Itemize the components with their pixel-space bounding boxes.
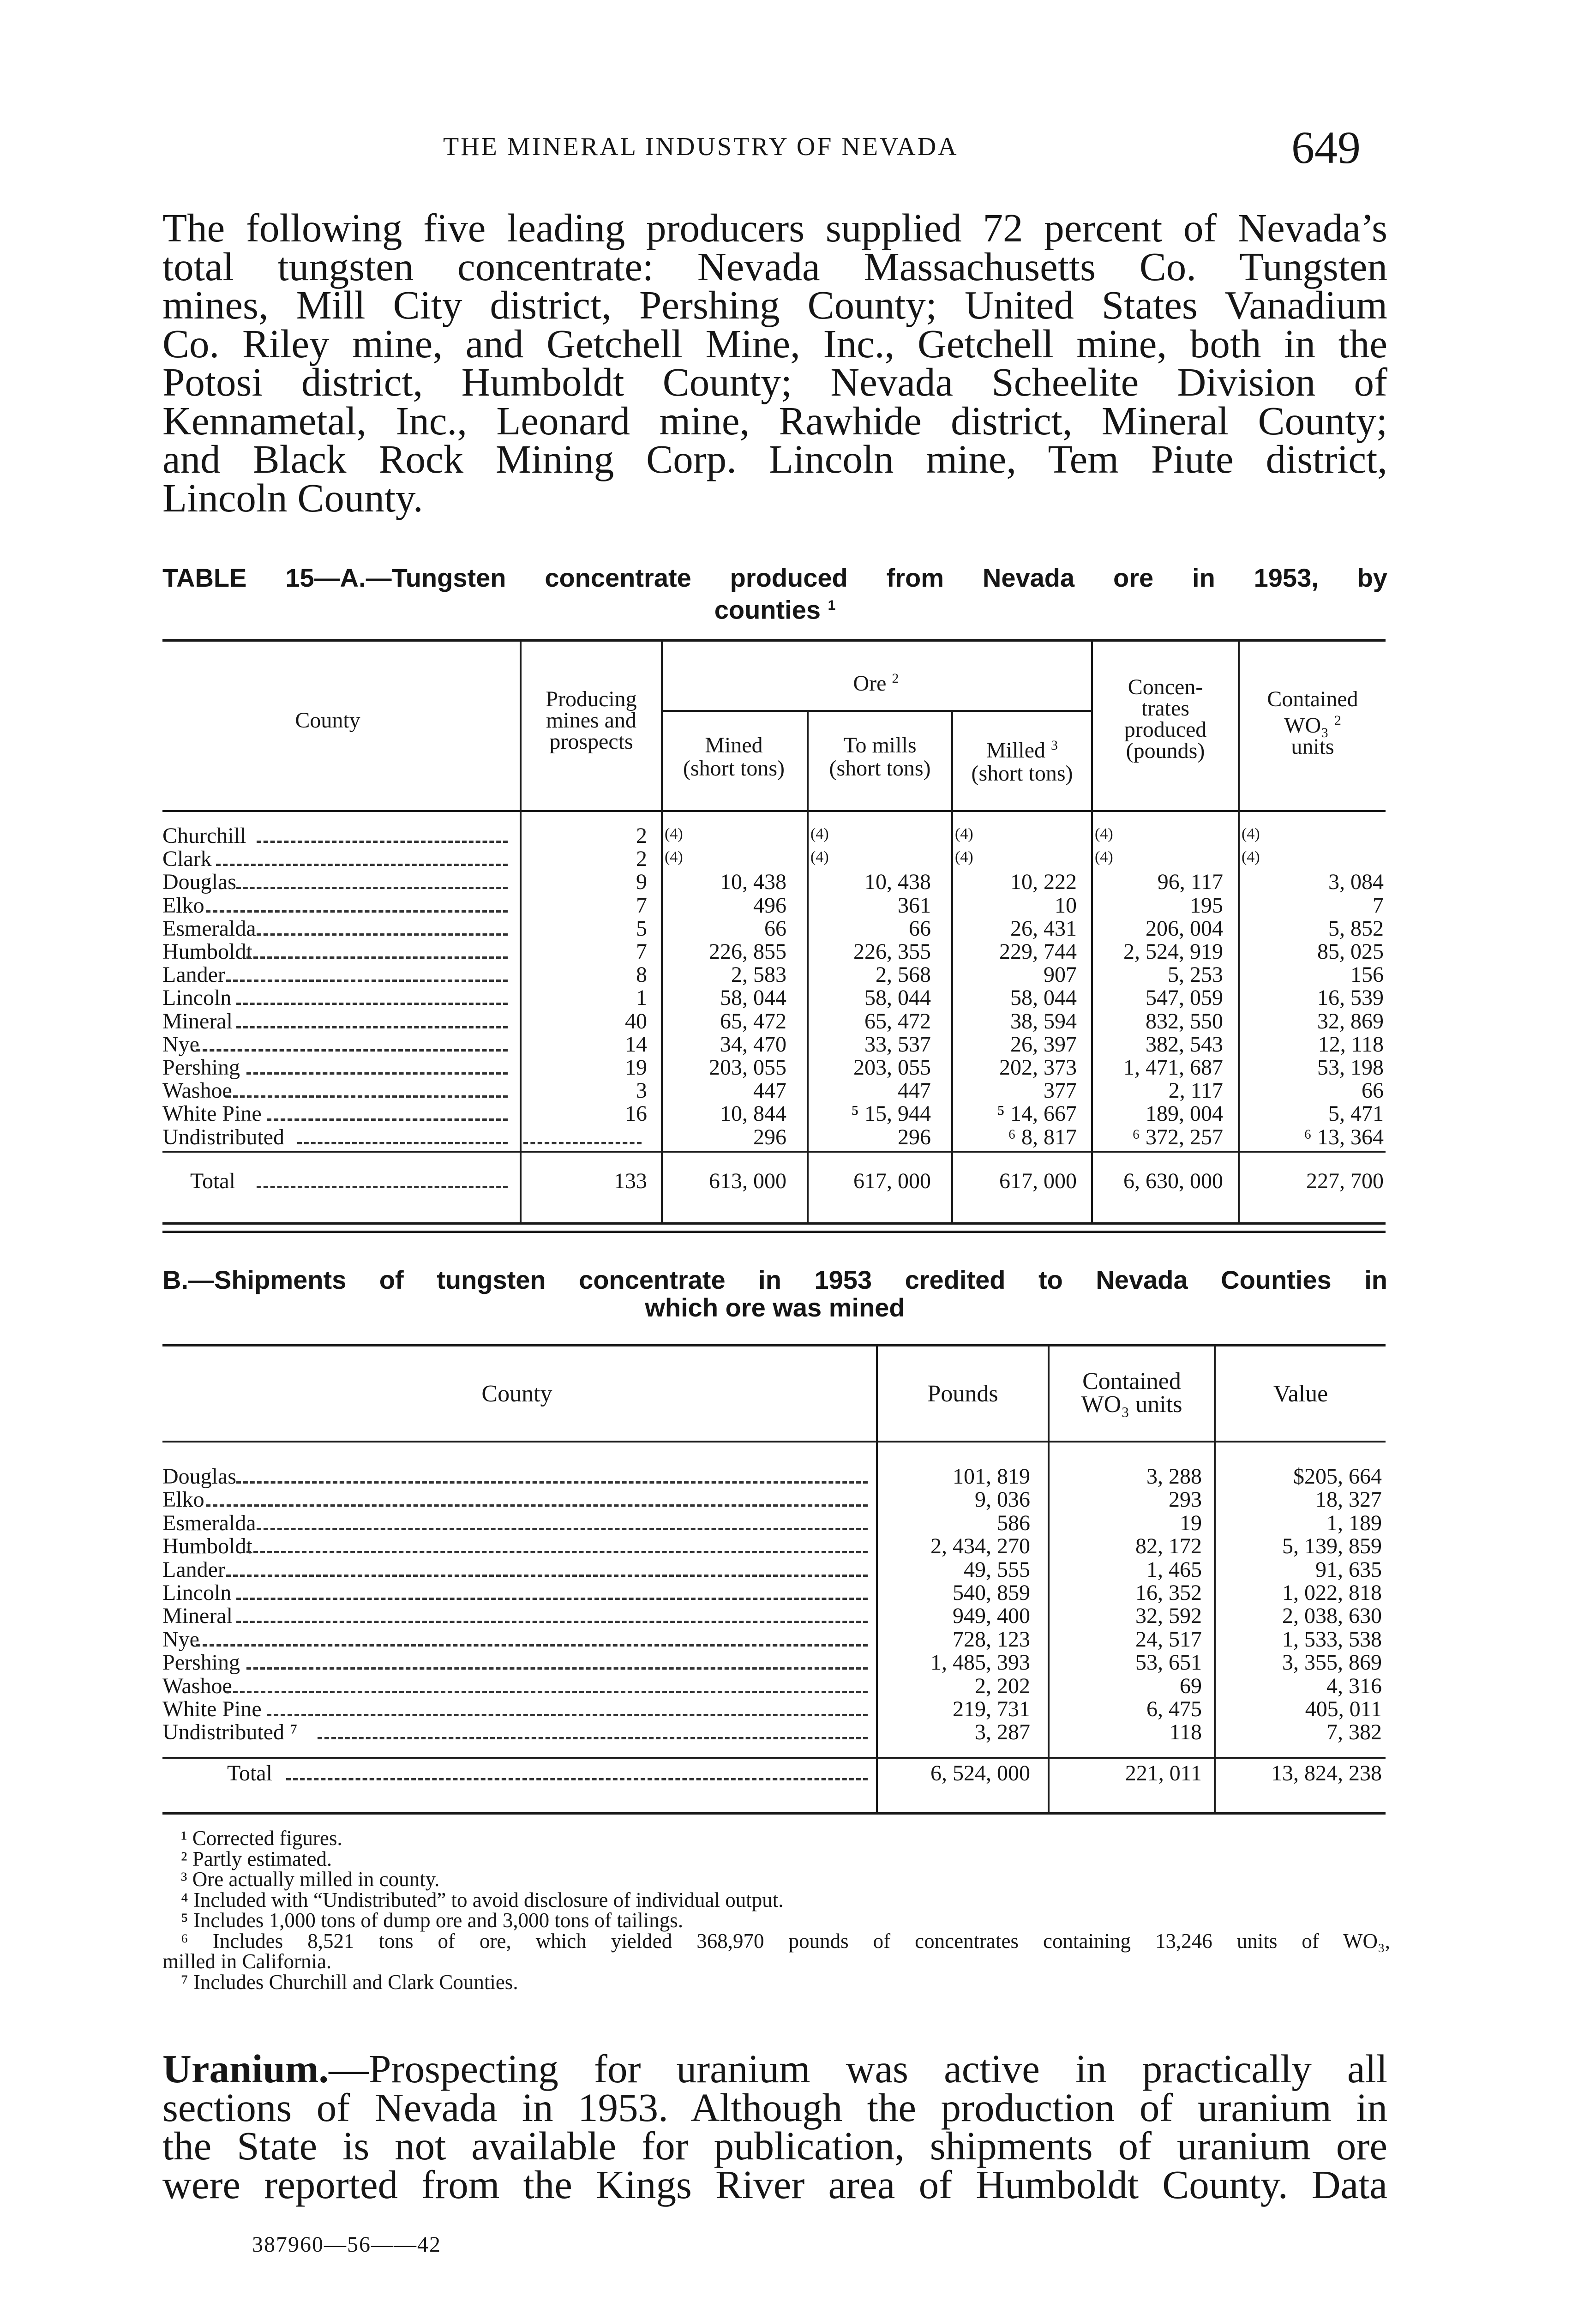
leader-dots [236,887,508,889]
wo3-label: WO₃ [1284,713,1329,738]
table-a-cell: 907 [1044,962,1077,987]
county-name: Elko [162,893,204,918]
table-a-cell: 189, 004 [1146,1101,1223,1126]
footnote: ¹ Corrected figures. [181,1827,342,1850]
total-cell: 6, 630, 000 [1123,1169,1223,1193]
table-a-cell: 7 [1373,893,1384,918]
table-a-cell: 226, 855 [709,939,786,964]
table-b-cell: 2, 038, 630 [1282,1604,1382,1629]
table-b-cell: 69 [1180,1673,1202,1698]
leader-dots [257,1528,868,1530]
table-a-cell: 447 [898,1078,931,1103]
col-header-line: (pounds) [1126,739,1205,763]
table-a-cell: (4) [955,848,973,866]
total-cell: 613, 000 [709,1169,786,1193]
leader-dots [318,1737,868,1739]
col-header-contained-b [1050,1370,1214,1416]
county-name: Humboldt [162,1534,252,1559]
table-a-cell: 832, 550 [1146,1009,1223,1034]
table-a-cell: 66 [909,916,931,941]
table-a-cell: 8 [636,962,647,987]
ore-label: Ore [853,671,887,696]
table-a-cell: 10, 844 [720,1101,786,1126]
table-a-bottom-rule-2 [162,1231,1386,1233]
leader-dots [297,1142,508,1144]
table-a-total-rule [162,1151,1386,1153]
table-a-cell: 10, 438 [864,870,931,895]
milled-note: 3 [1051,738,1058,753]
col-header-mined [661,734,807,780]
footnotes [162,1828,1390,1992]
table-a-cell: 9 [636,870,647,895]
table-b-cell: 9, 036 [975,1487,1030,1512]
table-b-cell: 91, 635 [1315,1557,1382,1582]
county-name: White Pine [162,1101,262,1126]
col-header-concentrates [1093,677,1238,762]
table-a-cell: 14 [625,1032,647,1057]
table-b-cell: 586 [997,1510,1030,1535]
intro-line: Potosi district, Humboldt County; Nevada Scheelite Division of [162,360,1387,404]
county-name: Undistributed [162,1124,284,1149]
total-label: Total [227,1761,272,1785]
table-a-bottom-rule [162,1222,1386,1225]
leader-dots [246,1551,868,1553]
table-a-cell: 206, 004 [1146,916,1223,941]
table-a-cell: 382, 543 [1146,1032,1223,1057]
table-a-cell: ⁵ 15, 944 [851,1101,931,1126]
table-a-top-rule [162,639,1386,642]
table-b-cell: 405, 011 [1305,1697,1382,1721]
table-b-cell: $205, 664 [1293,1464,1382,1489]
leader-dots [246,1072,508,1075]
table-a-cell: 226, 355 [853,939,931,964]
leader-dots [267,1714,868,1716]
table-b-cell: 1, 485, 393 [930,1650,1030,1675]
table-a-cell: 3 [636,1078,647,1103]
table-a-cell: 447 [753,1078,786,1103]
county-name: Elko [162,1487,204,1512]
col-header-line: trates [1141,696,1189,721]
table-a-cell: 12, 118 [1318,1032,1384,1057]
table-a-cell: 58, 044 [864,986,931,1010]
table-a-cell: 1 [636,986,647,1010]
table-a-cell: 296 [753,1124,786,1149]
footnote: ⁶ Includes 8,521 tons of ore, which yielded 368,970 pounds of concentrates containing 13,246 units of WO₃, [181,1929,1390,1953]
total-cell: 617, 000 [853,1169,931,1193]
county-name: Mineral [162,1009,233,1034]
leader-dots [257,933,508,936]
col-header-line: To mills [843,733,917,757]
table-b-cell: 7, 382 [1326,1720,1382,1745]
leader-dots [206,910,508,913]
county-name: Pershing [162,1055,240,1080]
table-b-cell: 293 [1169,1487,1202,1512]
table-a-caption-text: counties [714,595,821,625]
table-a-cell: ⁶ 13, 364 [1304,1124,1384,1149]
table-a-cell: 195 [1190,893,1223,918]
table-a-cell: 156 [1350,962,1384,987]
intro-line: Kennametal, Inc., Leonard mine, Rawhide district, Mineral County; [162,398,1387,443]
table-a-cell: (4) [1095,848,1113,866]
table-b-header-rule [162,1441,1386,1442]
table-a-cell: 7 [636,893,647,918]
table-a-cell: 10, 438 [720,870,786,895]
table-a-cell: 96, 117 [1157,870,1223,895]
intro-line: Co. Riley mine, and Getchell Mine, Inc., Getchell mine, both in the [162,321,1387,366]
table-a-cell: ⁶ 8, 817 [1008,1124,1077,1149]
table-a-cell: 66 [1362,1078,1384,1103]
table-a-cell: 10, 222 [1010,870,1077,895]
uranium-line: the State is not available for publication, shipments of uranium ore [162,2123,1387,2168]
total-cell: 13, 824, 238 [1271,1761,1382,1785]
leader-dots [257,1186,508,1188]
col-header-line: Producing [546,687,637,711]
total-cell: 227, 700 [1306,1169,1384,1193]
table-a-cell: 2, 568 [876,962,931,987]
table-b-cell: 949, 400 [953,1604,1030,1629]
table-a-cell: (4) [1242,825,1260,842]
ore-note: 2 [892,671,899,686]
table-b-cell: 18, 327 [1315,1487,1382,1512]
milled-label: Milled [986,738,1045,763]
table-a-cell: 5, 471 [1328,1101,1384,1126]
table-a-cell: 66 [764,916,786,941]
table-a-cell: ⁵ 14, 667 [997,1101,1077,1126]
footnote: ⁴ Included with “Undistributed” to avoid disclosure of individual output. [181,1888,784,1911]
table-b-caption-line: which ore was mined [645,1293,905,1322]
table-a-cell: 5, 852 [1328,916,1384,941]
col-header-ore [661,667,1091,695]
table-a-cell: 202, 373 [999,1055,1077,1080]
wo3-note: 2 [1334,713,1341,728]
county-name: Lander [162,1557,225,1582]
table-b-cell: 32, 592 [1135,1604,1202,1629]
leader-dots [226,980,508,982]
table-b-total-rule [162,1757,1386,1759]
table-a-cell: 361 [898,893,931,918]
county-name: Mineral [162,1604,233,1629]
leader-dots [246,1667,868,1670]
table-a-cell: 2, 524, 919 [1123,939,1223,964]
table-a-cell: 377 [1044,1078,1077,1103]
uranium-line [162,2046,1387,2091]
county-name: Churchill [162,823,246,848]
leader-dots [267,1118,508,1121]
table-a-cell: 296 [898,1124,931,1149]
table-a-cell: 26, 397 [1010,1032,1077,1057]
leader-dots [236,1598,868,1600]
county-name: Undistributed ⁷ [162,1720,298,1745]
table-b-cell: 219, 731 [953,1697,1030,1721]
leader-dots [257,841,508,843]
table-a-cell: (4) [955,825,973,842]
col-header-producing [522,689,661,752]
table-a-header-rule [162,810,1386,812]
table-b-cell: 24, 517 [1135,1627,1202,1652]
table-a-caption-line [162,592,1387,624]
col-header-line: (short tons) [971,761,1073,786]
col-header-value: Value [1273,1381,1328,1407]
leader-dots [226,1691,868,1693]
col-header-contained [1240,689,1386,757]
table-a-caption [162,564,1387,624]
leader-dots [216,864,508,866]
table-b-cell: 5, 139, 859 [1282,1534,1382,1559]
leader-dots [196,1644,868,1647]
county-name: Lincoln [162,986,232,1010]
col-header-line: produced [1124,717,1207,742]
leader-dots [236,1481,868,1484]
col-header-line: Mined [705,733,763,757]
uranium-paragraph [162,2046,1387,2207]
county-name: Nye [162,1032,199,1057]
table-a-cell: 7 [636,939,647,964]
table-a-cell: 229, 744 [999,939,1077,964]
table-a-cell: 65, 472 [720,1009,786,1034]
intro-line: total tungsten concentrate: Nevada Massachusetts Co. Tungsten [162,244,1387,289]
table-b-cell: 540, 859 [953,1581,1030,1605]
table-a-cell: 496 [753,893,786,918]
table-b-cell: 1, 465 [1146,1557,1202,1582]
total-cell: 6, 524, 000 [930,1761,1030,1785]
uranium-heading: Uranium. [162,2046,329,2091]
col-header-milled [953,734,1091,785]
table-b-caption-line: B.—Shipments of tungsten concentrate in 1953 credited to Nevada Counties in [162,1265,1387,1294]
blank-dashes [523,1142,642,1144]
footnote: ² Partly estimated. [181,1847,332,1870]
table-b-cell: 16, 352 [1135,1581,1202,1605]
col-header-line: Concen- [1128,675,1203,699]
table-b-cell: 2, 434, 270 [930,1534,1030,1559]
intro-paragraph [162,205,1387,520]
table-a-cell: 2 [636,823,647,848]
running-title: THE MINERAL INDUSTRY OF NEVADA [443,132,959,161]
county-name: Lander [162,962,225,987]
table-a-cell: 65, 472 [864,1009,931,1034]
table-a-cell: 10 [1055,893,1077,918]
table-b-cell: 1, 189 [1326,1510,1382,1535]
table-a-caption-note: 1 [828,598,836,613]
table-b-bottom-rule [162,1812,1386,1815]
table-a-cell: 33, 537 [864,1032,931,1057]
table-a-cell: 547, 059 [1146,986,1223,1010]
intro-line: Lincoln County. [162,475,423,520]
footnote: ⁵ Includes 1,000 tons of dump ore and 3,000 tons of tailings. [181,1909,684,1932]
table-a-cell: (4) [810,848,829,866]
total-cell: 133 [614,1169,647,1193]
county-name: White Pine [162,1697,262,1721]
table-a-cell: ⁶ 372, 257 [1132,1124,1223,1149]
leader-dots [246,956,508,959]
leader-dots [196,1049,508,1052]
col-header-county: County [295,708,360,733]
footnote: milled in California. [162,1950,332,1973]
table-b-cell: 49, 555 [964,1557,1030,1582]
table-b-cell: 118 [1169,1720,1202,1745]
table-a-cell: (4) [1242,848,1260,866]
table-a-cell: 3, 084 [1328,870,1384,895]
table-a-cell: 38, 594 [1010,1009,1077,1034]
table-a-cell: 19 [625,1055,647,1080]
col-header-pounds: Pounds [927,1381,998,1407]
leader-dots [236,1621,868,1623]
col-header-line: (short tons) [683,756,785,781]
page-number: 649 [1291,122,1361,173]
table-b-cell: 728, 123 [953,1627,1030,1652]
table-b-cell: 4, 316 [1326,1673,1382,1698]
table-a-cell: 2, 117 [1168,1078,1223,1103]
col-header-to-mills [809,734,951,780]
table-a-cell: 34, 470 [720,1032,786,1057]
county-name: Washoe [162,1673,232,1698]
table-a-cell: (4) [1095,825,1113,842]
ore-span-rule [661,710,1091,712]
table-b-cell: 6, 475 [1146,1697,1202,1721]
table-a-cell: 32, 869 [1317,1009,1384,1034]
table-a-cell: (4) [810,825,829,842]
uranium-line-text: —Prospecting for uranium was active in practically all [329,2046,1387,2091]
total-cell: 617, 000 [999,1169,1077,1193]
table-b-cell: 19 [1180,1510,1202,1535]
table-a-cell: 58, 044 [1010,986,1077,1010]
intro-line: The following five leading producers supplied 72 percent of Nevada’s [162,205,1387,250]
county-name: Clark [162,847,212,872]
table-b-cell: 3, 355, 869 [1282,1650,1382,1675]
table-a-cell: 2 [636,847,647,872]
county-name: Esmeralda [162,1510,256,1535]
col-header-line: Contained [1082,1368,1181,1394]
table-a-caption-line: TABLE 15—A.—Tungsten concentrate produced from Nevada ore in 1953, by [162,563,1387,592]
leader-dots [236,1003,508,1005]
intro-line: mines, Mill City district, Pershing County; United States Vanadium [162,282,1387,327]
col-header-line: mines and [546,708,636,733]
county-name: Esmeralda [162,916,256,941]
table-b-caption [162,1266,1387,1322]
table-a-cell: 85, 025 [1317,939,1384,964]
county-name: Nye [162,1627,199,1652]
table-a-cell: 58, 044 [720,986,786,1010]
leader-dots [226,1095,508,1098]
leader-dots [226,1575,868,1577]
uranium-line: sections of Nevada in 1953. Although the production of uranium in [162,2085,1387,2130]
col-header-line: WO₃ units [1081,1391,1182,1418]
table-b-cell: 1, 533, 538 [1282,1627,1382,1652]
table-a-cell: 16, 539 [1317,986,1384,1010]
county-name: Lincoln [162,1581,232,1605]
table-b-cell: 82, 172 [1135,1534,1202,1559]
county-name: Humboldt [162,939,252,964]
table-a-cell: 1, 471, 687 [1123,1055,1223,1080]
county-name: Washoe [162,1078,232,1103]
table-a-cell: 2, 583 [731,962,786,987]
table-a-cell: 203, 055 [853,1055,931,1080]
table-a-cell: (4) [665,825,683,842]
county-name: Pershing [162,1650,240,1675]
total-cell: 221, 011 [1125,1761,1202,1785]
county-name: Douglas [162,1464,236,1489]
table-a-cell: (4) [665,848,683,866]
county-name: Douglas [162,870,236,895]
uranium-line: were reported from the Kings River area of Humboldt County. Data [162,2162,1387,2207]
footnote: ⁷ Includes Churchill and Clark Counties. [181,1970,518,1994]
table-a-cell: 5 [636,916,647,941]
table-a-cell: 5, 253 [1168,962,1223,987]
footnote: ³ Ore actually milled in county. [181,1868,440,1891]
col-header-county-b: County [481,1381,552,1407]
intro-line: and Black Rock Mining Corp. Lincoln mine, Tem Piute district, [162,437,1387,481]
col-header-line: units [1291,734,1334,759]
leader-dots [236,1026,508,1028]
table-b-cell: 2, 202 [975,1673,1030,1698]
leader-dots [206,1504,868,1507]
col-header-line: (short tons) [829,756,931,781]
table-b-cell: 3, 288 [1146,1464,1202,1489]
table-b-cell: 3, 287 [975,1720,1030,1745]
col-header-line: prospects [549,729,633,754]
table-b-top-rule [162,1344,1386,1346]
print-code: 387960—56——42 [252,2232,441,2257]
table-a-cell: 16 [625,1101,647,1126]
col-header-line: Contained [1267,687,1358,711]
table-a-cell: 53, 198 [1317,1055,1384,1080]
total-label: Total [190,1169,235,1193]
leader-dots [286,1778,868,1780]
table-a-cell: 203, 055 [709,1055,786,1080]
table-b-cell: 101, 819 [953,1464,1030,1489]
table-a-cell: 40 [625,1009,647,1034]
table-b-cell: 1, 022, 818 [1282,1581,1382,1605]
table-a-cell: 26, 431 [1010,916,1077,941]
table-b-cell: 53, 651 [1135,1650,1202,1675]
